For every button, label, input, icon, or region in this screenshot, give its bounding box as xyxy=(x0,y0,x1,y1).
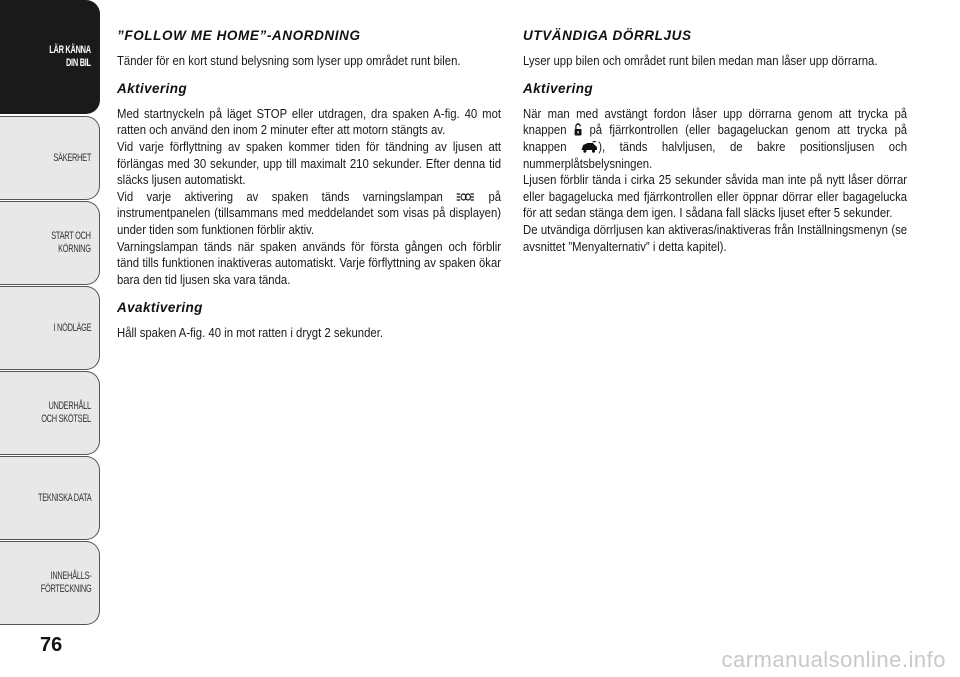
paragraph-text: Lyser upp bilen och området runt bilen medan man låser upp dörrarna. xyxy=(523,52,878,68)
section-heading-utvandiga-dorrljus: UTVÄNDIGA DÖRRLJUS xyxy=(523,28,692,43)
subheading-aktivering: Aktivering xyxy=(523,81,594,97)
paragraph-text: på instrumentpanelen (tillsammans med meddelandet som visas på displayen) under tiden som funktionen förblir aktiv. xyxy=(117,188,502,237)
paragraph xyxy=(523,53,908,70)
tab-label: DIN BIL xyxy=(66,57,91,69)
tab-label: START OCH xyxy=(51,230,91,242)
tab-i-nodlage[interactable] xyxy=(0,286,100,370)
paragraph xyxy=(117,106,502,139)
tab-label: INNEHÅLLS- xyxy=(50,570,91,582)
paragraph xyxy=(117,189,502,239)
tab-label: FÖRTECKNING xyxy=(40,583,91,595)
page-number: 76 xyxy=(40,634,63,656)
paragraph-text: Tänder för en kort stund belysning som lyser upp området runt bilen. xyxy=(117,52,461,68)
subheading-aktivering: Aktivering xyxy=(117,81,188,97)
paragraph-text: Vid varje aktivering av spaken tänds varningslampan xyxy=(117,188,443,204)
paragraph xyxy=(117,239,502,289)
tailgate-car-icon xyxy=(581,141,598,153)
tab-label: KÖRNING xyxy=(58,243,91,255)
tab-lar-kanna-din-bil[interactable] xyxy=(0,0,100,114)
tab-label: UNDERHÅLL xyxy=(48,400,91,412)
unlock-padlock-icon xyxy=(574,123,583,136)
paragraph xyxy=(117,325,502,342)
tab-label: LÄR KÄNNA xyxy=(49,44,91,56)
tab-innehallsforteckning[interactable] xyxy=(0,541,100,625)
paragraph-text: Ljusen förblir tända i cirka 25 sekunder såvida man inte på nytt låser dörrar eller bagagelucka med fjärrkontrollen eller öppnar dörrar eller bagagelucka för att sedan stänga dem igen. I sådana fall släcks ljuset efter 5 sekunder. xyxy=(523,172,908,221)
follow-me-home-warning-icon xyxy=(456,191,475,203)
tab-label: SÄKERHET xyxy=(53,151,91,164)
paragraph-text: Med startnyckeln på läget STOP eller utdragen, dra spaken A-fig. 40 mot ratten och använd den inom 2 minuter efter att motorn stängts av. xyxy=(117,105,502,138)
chapter-tabs xyxy=(0,0,104,640)
tab-label: TEKNISKA DATA xyxy=(37,491,91,504)
tab-label: I NÖDLÄGE xyxy=(53,321,91,334)
paragraph-text: Vid varje förflyttning av spaken kommer tiden för tändning av ljusen att förlängas med 30 sekunder, upp till maximalt 210 sekunder. Efter denna tid släcks ljusen automatiskt. xyxy=(117,138,502,188)
subheading-avaktivering: Avaktivering xyxy=(117,300,203,316)
tab-sakerhet[interactable] xyxy=(0,116,100,200)
tab-underhall-och-skotsel[interactable] xyxy=(0,371,100,455)
right-column xyxy=(523,24,908,255)
paragraph-text: Varningslampan tänds när spaken används för första gången och förblir tänd tills funktionen inaktiveras automatiskt. Varje förflyttning av spaken ökar bara den tid ljusen ska vara tända. xyxy=(117,238,502,287)
paragraph-text: på fjärrkontrollen (eller bagageluckan genom att trycka på knappen xyxy=(523,122,908,154)
tab-tekniska-data[interactable] xyxy=(0,456,100,540)
paragraph xyxy=(523,106,908,172)
tab-label: OCH SKÖTSEL xyxy=(41,413,91,425)
watermark: carmanualsonline.info xyxy=(721,647,946,672)
section-heading-follow-me-home: ”FOLLOW ME HOME”-ANORDNING xyxy=(117,28,361,43)
paragraph-text: ), tänds halvljusen, de bakre positionsljusen och nummerplåtsbelysningen. xyxy=(523,138,908,171)
paragraph-text: När man med avstängt fordon låser upp dörrarna genom att trycka på knappen xyxy=(523,105,908,138)
paragraph xyxy=(117,139,502,189)
paragraph xyxy=(523,172,908,222)
tab-start-och-korning[interactable] xyxy=(0,201,100,285)
left-column xyxy=(117,24,502,342)
paragraph-text: De utvändiga dörrljusen kan aktiveras/inaktiveras från Inställningsmenyn (se avsnittet ”Menyalternativ” i detta kapitel). xyxy=(523,221,908,254)
paragraph-text: Håll spaken A-fig. 40 in mot ratten i drygt 2 sekunder. xyxy=(117,324,384,340)
paragraph xyxy=(117,53,502,70)
paragraph xyxy=(523,222,908,255)
